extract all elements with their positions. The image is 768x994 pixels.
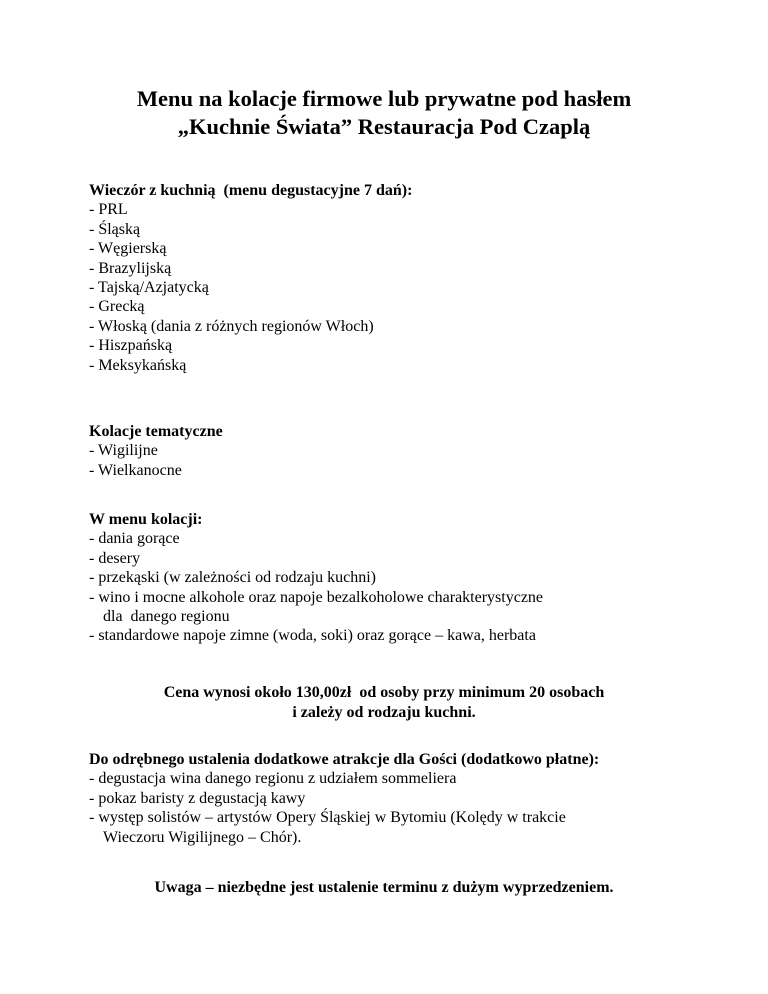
list-item: - dania gorące <box>89 530 180 548</box>
list-item: - Wigilijne <box>89 442 158 460</box>
evenings-section <box>89 181 729 375</box>
list-item: - Śląską <box>89 220 141 238</box>
price-info <box>0 683 768 723</box>
list-item: - degustacja wina danego regionu z udziałem sommeliera <box>89 770 457 788</box>
list-item: - występ solistów – artystów Opery Śląskiej w Bytomiu (Kolędy w trakcie <box>89 809 566 827</box>
list-item: - desery <box>89 549 141 567</box>
list-item: - przekąski (w zależności od rodzaju kuchni) <box>89 569 376 587</box>
list-item-continuation: dla danego regionu <box>103 608 230 626</box>
list-item: - wino i mocne alkohole oraz napoje bezalkoholowe charakterystyczne <box>89 588 544 606</box>
list-item: - Wielkanocne <box>89 461 182 479</box>
evenings-heading: Wieczór z kuchnią (menu degustacyjne 7 dań): <box>89 182 413 199</box>
price-line-1: Cena wynosi około 130,00zł od osoby przy minimum 20 osobach <box>163 684 605 701</box>
page-title <box>0 85 768 141</box>
themed-section <box>89 422 729 480</box>
extras-heading: Do odrębnego ustalenia dodatkowe atrakcje dla Gości (dodatkowo płatne): <box>89 751 600 768</box>
menu-section <box>89 510 729 646</box>
list-item: - Hiszpańską <box>89 337 173 355</box>
title-line-1: Menu na kolacje firmowe lub prywatne pod hasłem <box>136 86 632 111</box>
list-item: - Brazylijską <box>89 259 172 277</box>
themed-heading: Kolacje tematyczne <box>89 423 223 440</box>
note-text: Uwaga – niezbędne jest ustalenie terminu z dużym wyprzedzeniem. <box>154 879 614 896</box>
price-line-2: i zależy od rodzaju kuchni. <box>292 704 476 721</box>
list-item: - Węgierską <box>89 240 167 258</box>
extras-section <box>89 750 729 847</box>
list-item: - PRL <box>89 201 128 219</box>
list-item: - Meksykańską <box>89 356 187 374</box>
title-line-2: „Kuchnie Świata” Restauracja Pod Czaplą <box>177 114 591 139</box>
list-item: - Grecką <box>89 298 145 316</box>
list-item: - pokaz baristy z degustacją kawy <box>89 789 306 807</box>
list-item: - standardowe napoje zimne (woda, soki) oraz gorące – kawa, herbata <box>89 627 536 645</box>
menu-heading: W menu kolacji: <box>89 511 203 528</box>
list-item: - Tajską/Azjatycką <box>89 279 209 297</box>
list-item: - Włoską (dania z różnych regionów Włoch) <box>89 317 374 335</box>
list-item-continuation: Wieczoru Wigilijnego – Chór). <box>103 828 302 846</box>
note <box>0 878 768 898</box>
